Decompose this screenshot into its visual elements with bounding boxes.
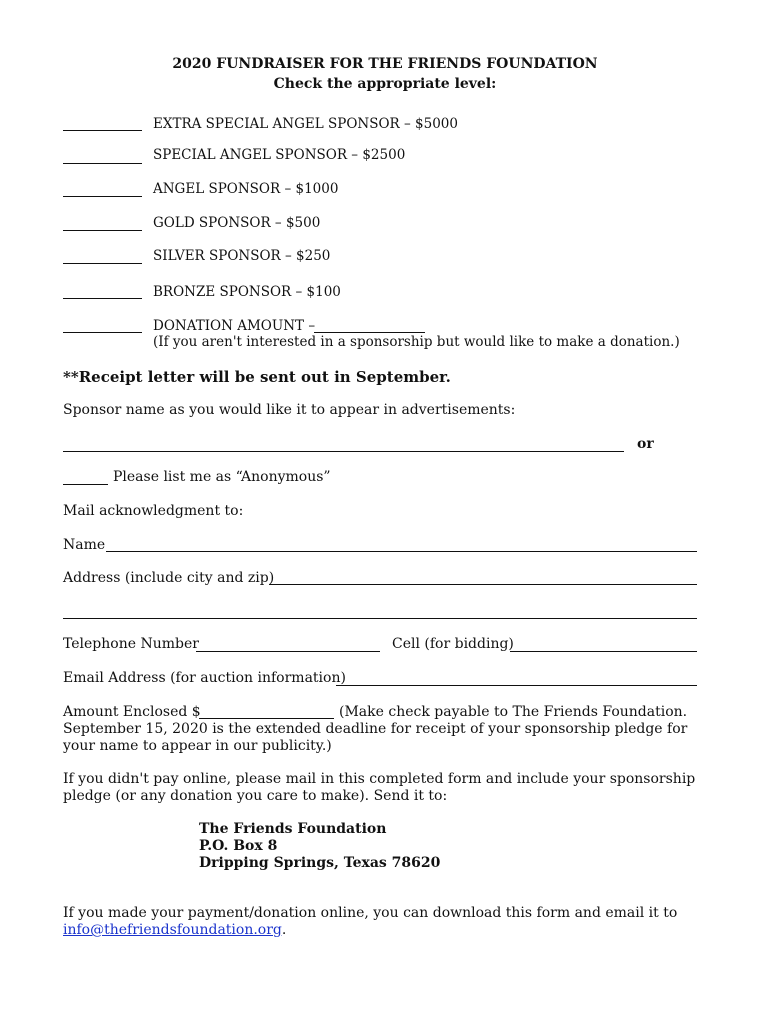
receipt-note: **Receipt letter will be sent out in September. [63, 368, 451, 386]
name-label: Name [63, 537, 106, 553]
level-checkbox-line[interactable] [63, 230, 142, 231]
level-checkbox-line[interactable] [63, 298, 142, 299]
level-checkbox-line[interactable] [63, 332, 142, 333]
address-org: The Friends Foundation [199, 821, 387, 837]
anonymous-label: Please list me as “Anonymous” [113, 469, 331, 485]
mail-instructions: If you didn't pay online, please mail in this completed form and include your sponsorship [63, 771, 696, 787]
amount-note: (Make check payable to The Friends Foundation. [339, 704, 688, 720]
amount-note: your name to appear in our publicity.) [63, 738, 332, 754]
telephone-field[interactable] [196, 651, 380, 652]
level-label: DONATION AMOUNT – [153, 318, 316, 334]
level-label: ANGEL SPONSOR – $1000 [153, 181, 339, 197]
email-link[interactable]: info@thefriendsfoundation.org [63, 922, 282, 938]
level-checkbox-line[interactable] [63, 263, 142, 264]
period: . [281, 922, 287, 938]
address-field-line-2[interactable] [63, 618, 697, 619]
level-checkbox-line[interactable] [63, 130, 142, 131]
address-city: Dripping Springs, Texas 78620 [199, 855, 441, 871]
amount-label: Amount Enclosed $ [63, 704, 201, 720]
level-label: EXTRA SPECIAL ANGEL SPONSOR – $5000 [153, 116, 458, 132]
mail-ack-label: Mail acknowledgment to: [63, 503, 244, 519]
address-field[interactable] [269, 584, 697, 585]
email-line [63, 922, 286, 938]
address-po: P.O. Box 8 [199, 838, 278, 854]
sponsor-name-line[interactable] [63, 451, 624, 452]
page-title: 2020 FUNDRAISER FOR THE FRIENDS FOUNDATION [172, 56, 598, 72]
cell-label: Cell (for bidding) [392, 636, 514, 652]
online-note: If you made your payment/donation online, you can download this form and email it to [63, 905, 678, 921]
email-field[interactable] [336, 685, 697, 686]
anonymous-checkbox-line[interactable] [63, 484, 108, 485]
telephone-label: Telephone Number [63, 636, 199, 652]
amount-field[interactable] [199, 718, 334, 719]
level-label: BRONZE SPONSOR – $100 [153, 284, 341, 300]
level-label: SILVER SPONSOR – $250 [153, 248, 331, 264]
level-label: GOLD SPONSOR – $500 [153, 215, 321, 231]
level-checkbox-line[interactable] [63, 163, 142, 164]
address-label: Address (include city and zip) [63, 570, 275, 586]
level-checkbox-line[interactable] [63, 196, 142, 197]
level-label: SPECIAL ANGEL SPONSOR – $2500 [153, 147, 406, 163]
page-subtitle: Check the appropriate level: [273, 76, 497, 92]
or-label: or [637, 436, 654, 452]
sponsor-name-prompt: Sponsor name as you would like it to appear in advertisements: [63, 402, 516, 418]
name-field[interactable] [106, 551, 697, 552]
email-label: Email Address (for auction information) [63, 670, 346, 686]
donation-note: (If you aren't interested in a sponsorship but would like to make a donation.) [153, 334, 680, 350]
cell-field[interactable] [510, 651, 697, 652]
donation-amount-line[interactable] [314, 332, 425, 333]
mail-instructions: pledge (or any donation you care to make). Send it to: [63, 788, 448, 804]
amount-note: September 15, 2020 is the extended deadline for receipt of your sponsorship pledge for [63, 721, 688, 737]
